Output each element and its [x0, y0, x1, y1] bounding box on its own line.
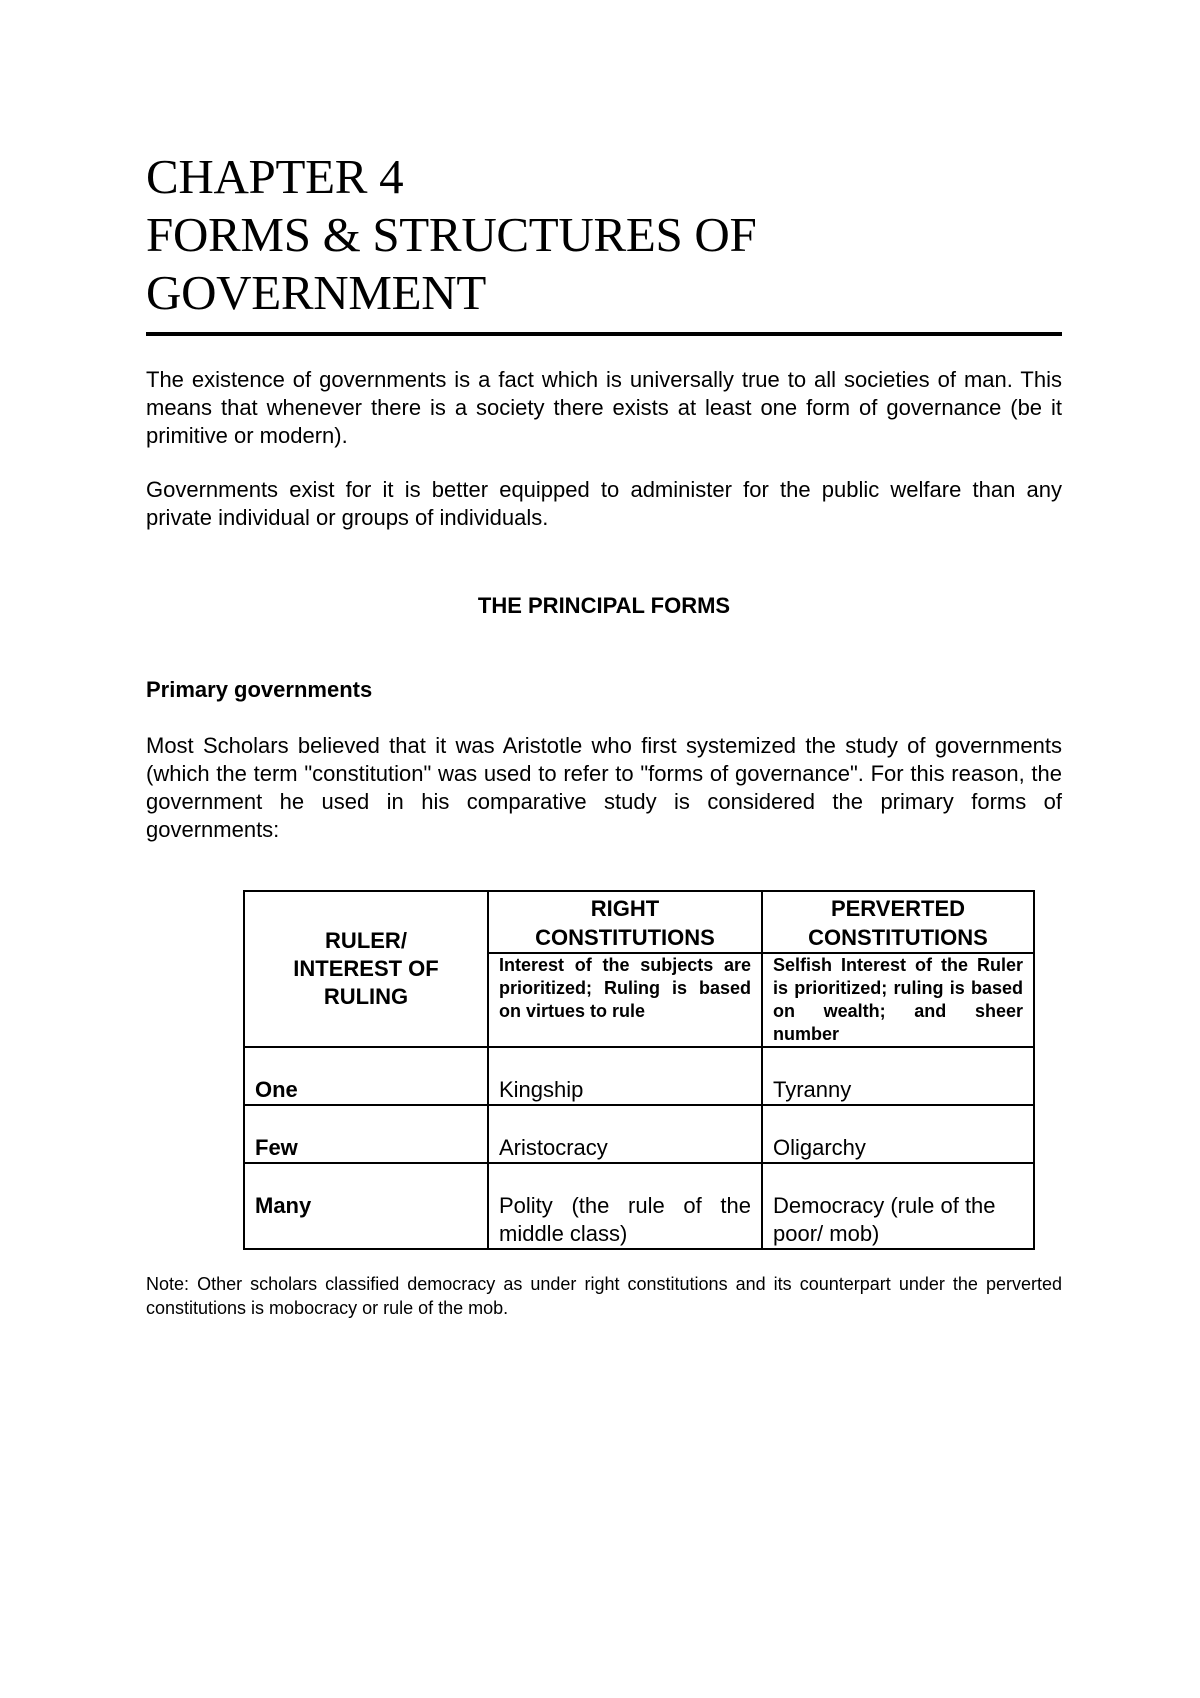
header-perverted-description: Selfish Interest of the Ruler is prioritized; ruling is based on wealth; and sheer number [762, 953, 1034, 1047]
chapter-title-line-1: CHAPTER 4 [146, 149, 404, 204]
header-right-line-2: CONSTITUTIONS [535, 925, 715, 950]
row-right-cell: Kingship [488, 1047, 762, 1105]
page-content [146, 148, 1062, 844]
section-paragraph: Most Scholars believed that it was Aristotle who first systemized the study of governments (which the term "constitution" was used to refer to "forms of governance". For this reason, the government he used in his comparative study is considered the primary forms of governments: [146, 733, 1062, 842]
table-row [244, 1163, 1034, 1249]
header-ruler-cell [244, 891, 488, 1047]
row-right-cell: Aristocracy [488, 1105, 762, 1163]
header-perverted-line-2: CONSTITUTIONS [808, 925, 988, 950]
header-ruler-line-1: RULER/ [325, 928, 407, 953]
header-right-description: Interest of the subjects are prioritized; Ruling is based on virtues to rule [488, 953, 762, 1047]
header-perverted-constitutions-cell [762, 891, 1034, 953]
footnote: Note: Other scholars classified democracy as under right constitutions and its counterpart under the perverted constitutions is mobocracy or rule of the mob. [146, 1274, 1062, 1318]
intro-paragraph-1: The existence of governments is a fact which is universally true to all societies of man. This means that whenever there is a society there exists at least one form of governance (be it primitive or modern). [146, 367, 1062, 448]
chapter-title-line-2: FORMS & STRUCTURES OF [146, 207, 757, 262]
row-ruler-cell: Many [244, 1163, 488, 1249]
row-ruler-cell: One [244, 1047, 488, 1105]
table-header-titles-row [244, 891, 1034, 953]
section-heading: THE PRINCIPAL FORMS [477, 593, 731, 618]
title-underline-rule [146, 332, 1062, 336]
table-row [244, 1105, 1034, 1163]
row-perverted-cell: Tyranny [762, 1047, 1034, 1105]
header-perverted-line-1: PERVERTED [830, 896, 966, 921]
row-perverted-cell: Oligarchy [762, 1105, 1034, 1163]
row-perverted-cell: Democracy (rule of the poor/ mob) [762, 1163, 1034, 1249]
header-ruler-line-2: INTEREST OF [293, 956, 439, 981]
table-row [244, 1047, 1034, 1105]
header-right-constitutions-cell [488, 891, 762, 953]
subsection-heading: Primary governments [146, 677, 373, 702]
forms-of-government-table [243, 890, 1035, 1250]
chapter-title-line-3: GOVERNMENT [146, 265, 486, 320]
header-ruler-line-3: RULING [323, 984, 409, 1009]
row-right-cell: Polity (the rule of the middle class) [488, 1163, 762, 1249]
chapter-title [146, 148, 1062, 322]
header-right-line-1: RIGHT [590, 896, 660, 921]
row-ruler-cell: Few [244, 1105, 488, 1163]
intro-paragraph-2: Governments exist for it is better equipped to administer for the public welfare than any private individual or groups of individuals. [146, 477, 1062, 530]
